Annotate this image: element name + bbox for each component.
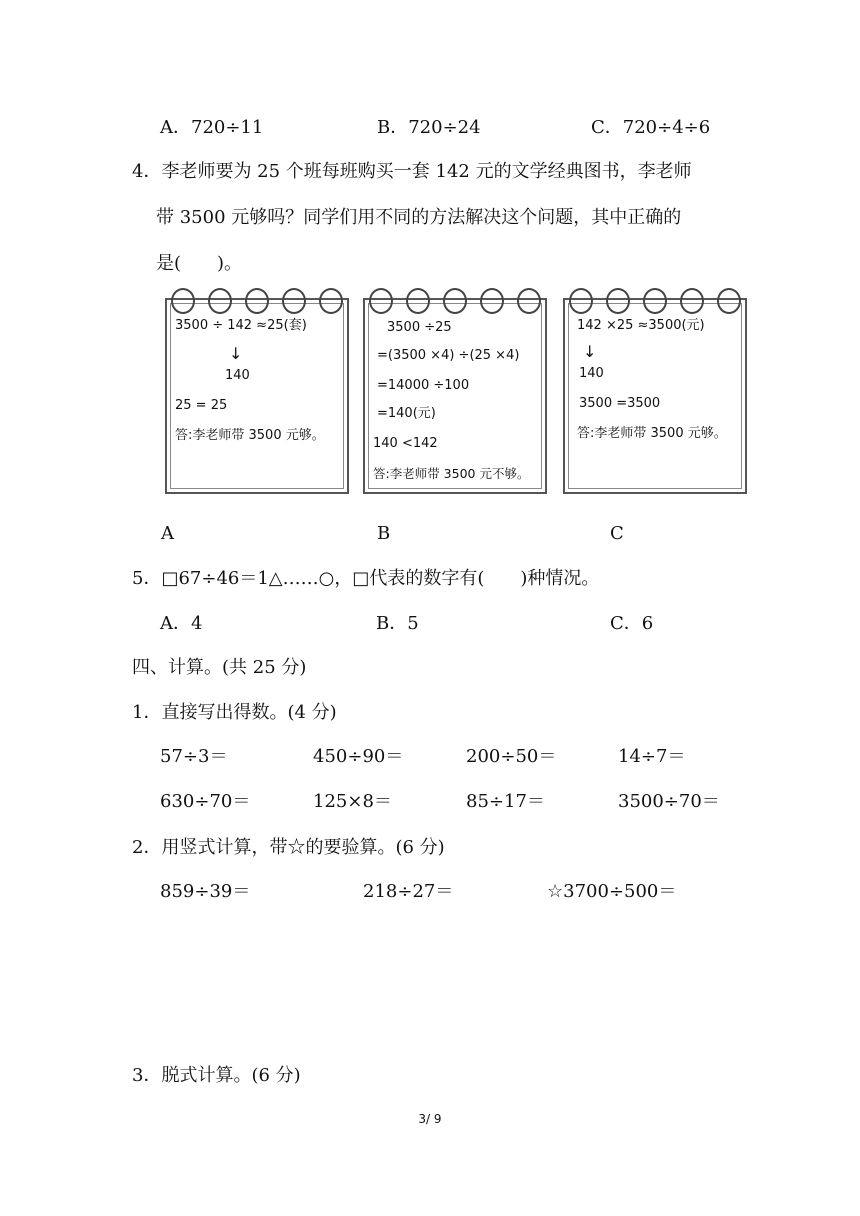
q3-option-c: C．720÷4÷6: [591, 117, 711, 138]
q4-stem-line2: 带 3500 元够吗？同学们用不同的方法解决这个问题，其中正确的: [156, 207, 682, 228]
q4-stem-line1: 4．李老师要为 25 个班每班购买一套 142 元的文学经典图书，李老师: [132, 161, 692, 182]
note-a-arrow: ↓: [229, 344, 243, 363]
q5-option-c: C．6: [610, 613, 654, 634]
oral-calc-item: 85÷17＝: [466, 791, 545, 812]
note-b-line: =(3500 ×4) ÷(25 ×4): [377, 348, 520, 363]
note-b-line: =140(元): [377, 406, 436, 421]
note-b-line: 140 <142: [373, 436, 438, 451]
option-label-b: B: [377, 523, 391, 544]
oral-calc-item: 57÷3＝: [160, 746, 228, 767]
q4-stem-line3: 是( )。: [156, 253, 243, 274]
oral-calc-item: 200÷50＝: [466, 746, 557, 767]
option-label-a: A: [161, 523, 174, 544]
note-a-line: 140: [225, 368, 250, 383]
sub-question-title: 2．用竖式计算，带☆的要验算。(6 分): [132, 837, 445, 858]
note-b-answer: 答:李老师带 3500 元不够。: [373, 466, 530, 481]
q3-option-a: A．720÷11: [160, 117, 264, 138]
note-a-line: 3500 ÷ 142 ≈25(套): [175, 318, 307, 333]
sub-question-title: 1．直接写出得数。(4 分): [132, 702, 337, 723]
note-c-arrow: ↓: [583, 342, 597, 361]
note-c-answer: 答:李老师带 3500 元够。: [577, 426, 727, 441]
oral-calc-item: 14÷7＝: [618, 746, 686, 767]
vertical-calc-item: 859÷39＝: [160, 881, 251, 902]
oral-calc-item: 125×8＝: [313, 791, 392, 812]
oral-calc-item: 450÷90＝: [313, 746, 404, 767]
section-title: 四、计算。(共 25 分): [132, 657, 307, 678]
note-c-line: 140: [579, 366, 604, 381]
q5-option-a: A．4: [160, 613, 203, 634]
notepad-b: [363, 298, 547, 494]
vertical-calc-item: 218÷27＝: [363, 881, 454, 902]
option-label-c: C: [610, 523, 624, 544]
note-b-line: =14000 ÷100: [377, 378, 470, 393]
note-a-line: 25 = 25: [175, 398, 228, 413]
oral-calc-item: 3500÷70＝: [618, 791, 720, 812]
notepad-c: [563, 298, 747, 494]
oral-calc-item: 630÷70＝: [160, 791, 251, 812]
notepad-a: [165, 298, 349, 494]
note-a-answer: 答:李老师带 3500 元够。: [175, 428, 325, 443]
page-number: 3/ 9: [418, 1112, 442, 1126]
sub-question-title: 3．脱式计算。(6 分): [132, 1065, 301, 1086]
q3-option-b: B．720÷24: [377, 117, 481, 138]
vertical-calc-item: ☆3700÷500＝: [547, 881, 677, 902]
note-b-line: 3500 ÷25: [387, 320, 452, 335]
note-c-line: 142 ×25 ≈3500(元): [577, 318, 705, 333]
q5-option-b: B．5: [376, 613, 419, 634]
q5-stem: 5．□67÷46＝1△……○，□代表的数字有( )种情况。: [132, 568, 600, 589]
note-c-line: 3500 =3500: [579, 396, 661, 411]
